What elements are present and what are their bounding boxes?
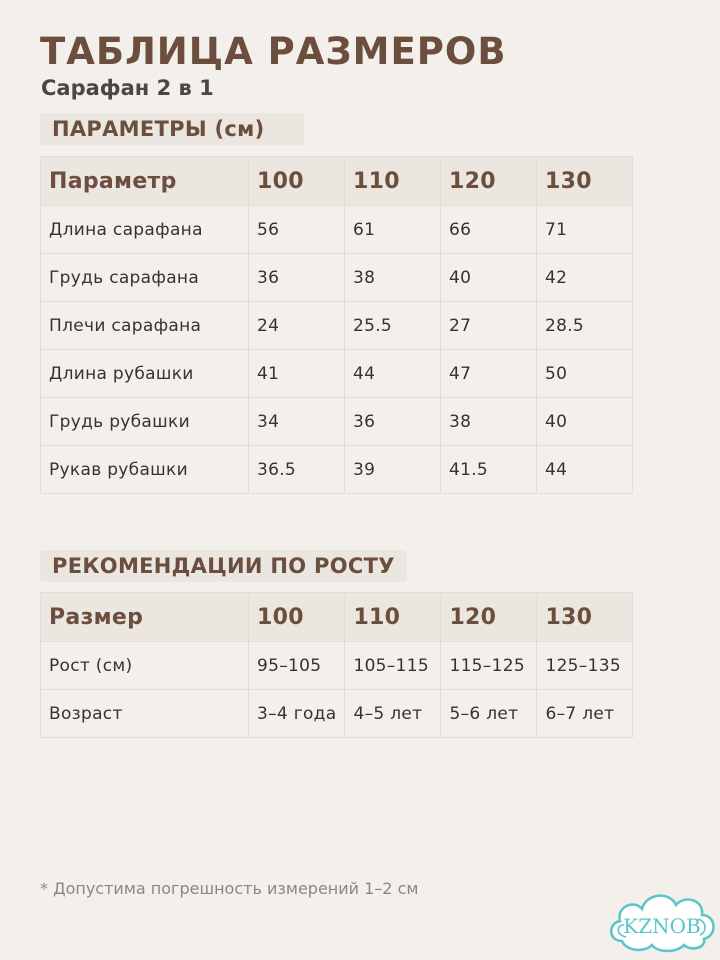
table-cell: 125–135: [537, 642, 633, 690]
table-cell: 47: [441, 350, 537, 398]
column-header: 110: [345, 157, 441, 206]
table-row: [41, 642, 633, 690]
column-header: 130: [537, 157, 633, 206]
column-header: 100: [249, 593, 345, 642]
table-cell: 34: [249, 398, 345, 446]
table-cell: 24: [249, 302, 345, 350]
page-subtitle: Сарафан 2 в 1: [41, 76, 214, 100]
table-cell: 36.5: [249, 446, 345, 494]
table-cell: 44: [537, 446, 633, 494]
table-cell: 105–115: [345, 642, 441, 690]
column-header: 100: [249, 157, 345, 206]
table-cell: 5–6 лет: [441, 690, 537, 738]
table-cell: 95–105: [249, 642, 345, 690]
table-row: [41, 398, 633, 446]
row-label: Плечи сарафана: [41, 302, 249, 350]
row-label: Возраст: [41, 690, 249, 738]
table-cell: 66: [441, 206, 537, 254]
table-row: [41, 690, 633, 738]
cloud-logo-icon: [606, 885, 718, 955]
table-cell: 71: [537, 206, 633, 254]
logo-wordmark: KZNOB: [623, 914, 701, 938]
table-cell: 56: [249, 206, 345, 254]
table-cell: 42: [537, 254, 633, 302]
table-row: [41, 206, 633, 254]
table-cell: 50: [537, 350, 633, 398]
table-cell: 3–4 года: [249, 690, 345, 738]
table-cell: 38: [345, 254, 441, 302]
table-cell: 27: [441, 302, 537, 350]
measurement-note: * Допустима погрешность измерений 1–2 см: [40, 879, 419, 898]
parameters-table: [40, 156, 633, 494]
table-cell: 115–125: [441, 642, 537, 690]
column-header: 130: [537, 593, 633, 642]
table-header-row: [41, 593, 633, 642]
column-header: 120: [441, 157, 537, 206]
table-row: [41, 446, 633, 494]
row-label: Рукав рубашки: [41, 446, 249, 494]
table-cell: 40: [537, 398, 633, 446]
table-cell: 39: [345, 446, 441, 494]
table-row: [41, 350, 633, 398]
table-cell: 25.5: [345, 302, 441, 350]
column-header: 120: [441, 593, 537, 642]
row-label: Рост (см): [41, 642, 249, 690]
section-label-parameters: ПАРАМЕТРЫ (см): [40, 113, 304, 145]
table-header-row: [41, 157, 633, 206]
table-cell: 41.5: [441, 446, 537, 494]
page-title: ТАБЛИЦА РАЗМЕРОВ: [40, 30, 507, 73]
table-cell: 61: [345, 206, 441, 254]
row-label: Длина сарафана: [41, 206, 249, 254]
table-cell: 36: [249, 254, 345, 302]
section-label-height-recommendations: РЕКОМЕНДАЦИИ ПО РОСТУ: [40, 550, 407, 582]
table-cell: 36: [345, 398, 441, 446]
table-cell: 40: [441, 254, 537, 302]
row-label: Длина рубашки: [41, 350, 249, 398]
column-header: Размер: [41, 593, 249, 642]
row-label: Грудь рубашки: [41, 398, 249, 446]
table-cell: 6–7 лет: [537, 690, 633, 738]
table-cell: 44: [345, 350, 441, 398]
table-cell: 28.5: [537, 302, 633, 350]
column-header: Параметр: [41, 157, 249, 206]
table-cell: 4–5 лет: [345, 690, 441, 738]
table-row: [41, 302, 633, 350]
table-row: [41, 254, 633, 302]
column-header: 110: [345, 593, 441, 642]
table-cell: 38: [441, 398, 537, 446]
height-recommendations-table: [40, 592, 633, 738]
table-cell: 41: [249, 350, 345, 398]
row-label: Грудь сарафана: [41, 254, 249, 302]
